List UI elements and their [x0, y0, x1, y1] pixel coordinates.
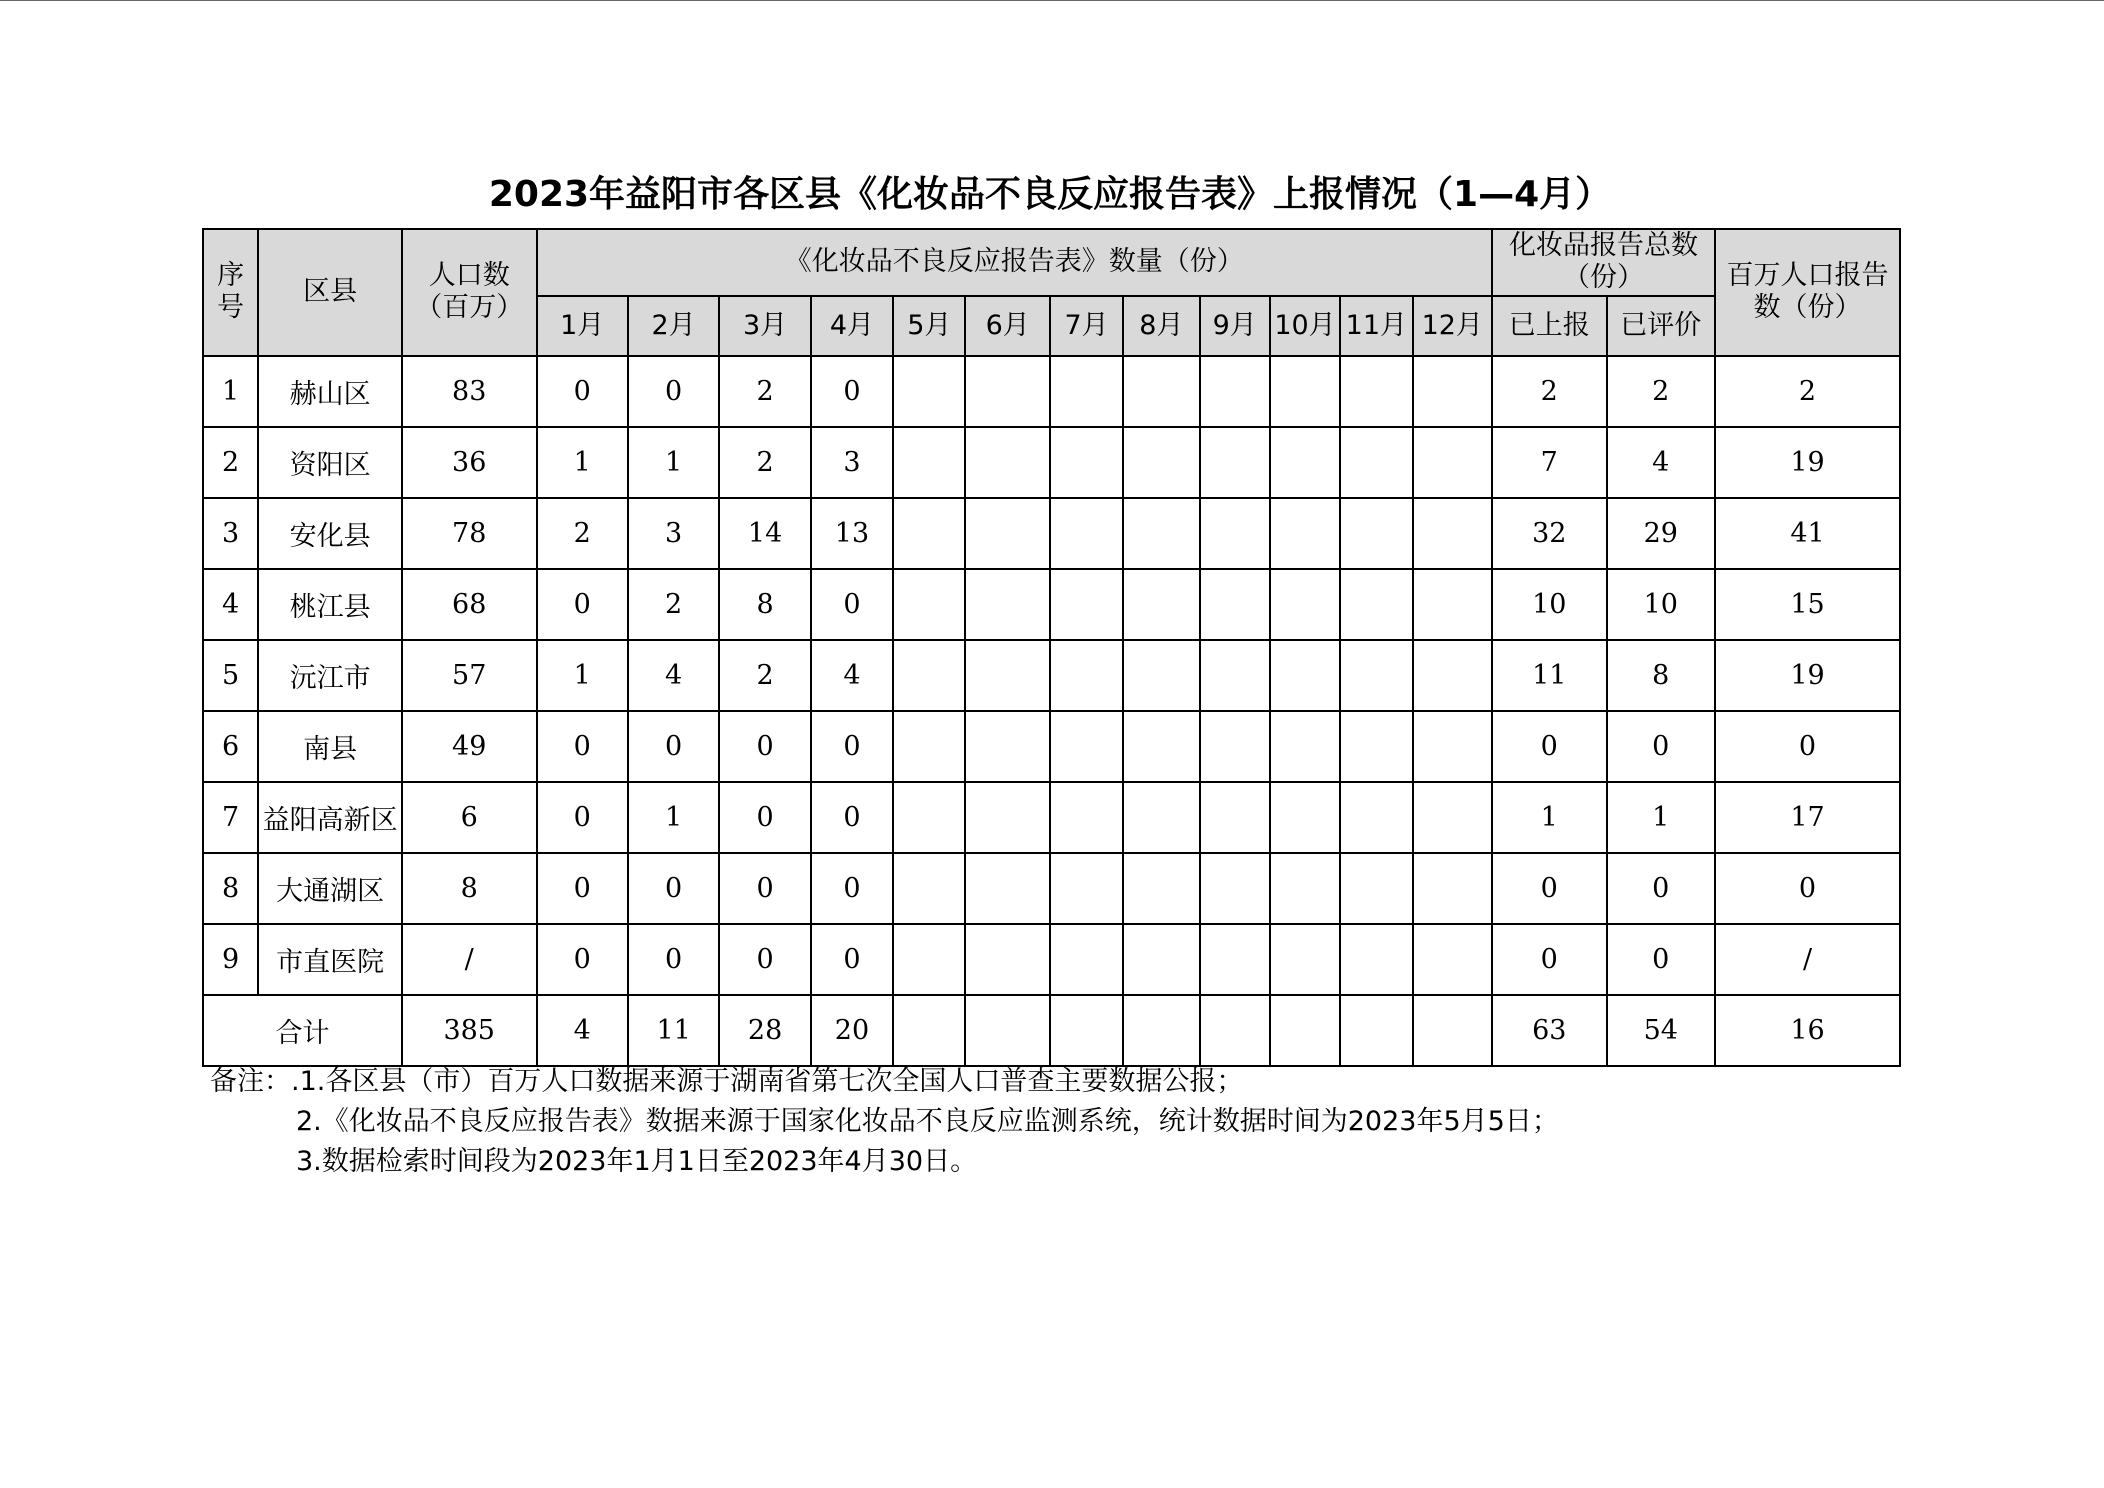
month-cell [965, 853, 1049, 924]
note-line-2: 2.《化妆品不良反应报告表》数据来源于国家化妆品不良反应监测系统，统计数据时间为2023年5月5日； [296, 1106, 1559, 1137]
reported-cell: 7 [1492, 427, 1607, 498]
reported-cell: 2 [1492, 356, 1607, 427]
per-million-cell: 15 [1715, 569, 1900, 640]
total-month-cell [1123, 995, 1199, 1066]
evaluated-cell: 2 [1607, 356, 1716, 427]
population-cell: / [402, 924, 537, 995]
month-cell [1270, 853, 1340, 924]
header-month: 9月 [1200, 296, 1270, 356]
month-cell [1413, 427, 1492, 498]
month-cell: 0 [537, 782, 628, 853]
month-cell: 0 [811, 924, 893, 995]
population-cell: 36 [402, 427, 537, 498]
header-month: 5月 [893, 296, 965, 356]
month-cell [1200, 640, 1270, 711]
month-cell: 4 [628, 640, 719, 711]
table-row [203, 924, 1900, 995]
month-cell: 0 [811, 356, 893, 427]
month-cell [1123, 924, 1199, 995]
month-cell [965, 924, 1049, 995]
month-cell [893, 853, 965, 924]
seq-cell: 6 [203, 711, 258, 782]
header-seq: 序号 [203, 229, 258, 356]
month-cell: 4 [811, 640, 893, 711]
month-cell [893, 782, 965, 853]
month-cell [1413, 640, 1492, 711]
month-cell: 0 [811, 782, 893, 853]
month-cell: 0 [628, 711, 719, 782]
table-row [203, 853, 1900, 924]
header-month: 8月 [1123, 296, 1199, 356]
table-row [203, 427, 1900, 498]
district-cell: 赫山区 [258, 356, 402, 427]
month-cell: 8 [719, 569, 810, 640]
month-cell [1413, 924, 1492, 995]
header-row-1 [203, 229, 1900, 296]
month-cell: 1 [537, 640, 628, 711]
month-cell: 13 [811, 498, 893, 569]
page-top-rule [0, 0, 2104, 1]
month-cell: 0 [719, 924, 810, 995]
month-cell [965, 782, 1049, 853]
seq-cell: 3 [203, 498, 258, 569]
table-row [203, 356, 1900, 427]
month-cell [1123, 569, 1199, 640]
month-cell: 3 [811, 427, 893, 498]
month-cell [893, 711, 965, 782]
population-cell: 83 [402, 356, 537, 427]
month-cell [1050, 356, 1123, 427]
month-cell [1270, 782, 1340, 853]
month-cell: 0 [628, 924, 719, 995]
month-cell [893, 498, 965, 569]
month-cell: 0 [811, 711, 893, 782]
month-cell [893, 924, 965, 995]
reported-cell: 10 [1492, 569, 1607, 640]
month-cell: 14 [719, 498, 810, 569]
table-row [203, 498, 1900, 569]
month-cell [1200, 924, 1270, 995]
per-million-cell: 17 [1715, 782, 1900, 853]
month-cell [965, 640, 1049, 711]
total-row [203, 995, 1900, 1066]
month-cell [1050, 782, 1123, 853]
population-cell: 68 [402, 569, 537, 640]
total-month-cell: 20 [811, 995, 893, 1066]
month-cell: 1 [537, 427, 628, 498]
month-cell [1200, 711, 1270, 782]
evaluated-cell: 10 [1607, 569, 1716, 640]
month-cell [1340, 853, 1412, 924]
district-cell: 桃江县 [258, 569, 402, 640]
month-cell: 0 [537, 356, 628, 427]
month-cell [965, 498, 1049, 569]
month-cell [1050, 498, 1123, 569]
district-cell: 市直医院 [258, 924, 402, 995]
per-million-cell: 0 [1715, 853, 1900, 924]
table-row [203, 569, 1900, 640]
table-row [203, 782, 1900, 853]
evaluated-cell: 0 [1607, 711, 1716, 782]
month-cell [1270, 924, 1340, 995]
month-cell: 0 [719, 782, 810, 853]
district-cell: 安化县 [258, 498, 402, 569]
month-cell [1270, 356, 1340, 427]
total-reported-cell: 63 [1492, 995, 1607, 1066]
month-cell [1200, 427, 1270, 498]
per-million-cell: 19 [1715, 427, 1900, 498]
district-cell: 南县 [258, 711, 402, 782]
seq-cell: 7 [203, 782, 258, 853]
total-month-cell: 28 [719, 995, 810, 1066]
seq-cell: 8 [203, 853, 258, 924]
month-cell [1050, 427, 1123, 498]
district-cell: 益阳高新区 [258, 782, 402, 853]
month-cell [1413, 782, 1492, 853]
month-cell: 2 [628, 569, 719, 640]
per-million-cell: 0 [1715, 711, 1900, 782]
header-evaluated: 已评价 [1607, 296, 1716, 356]
month-cell [1413, 569, 1492, 640]
reported-cell: 0 [1492, 924, 1607, 995]
note-line-1: 备注：.1.各区县（市）百万人口数据来源于湖南省第七次全国人口普查主要数据公报； [210, 1066, 1244, 1097]
month-cell [1340, 782, 1412, 853]
month-cell: 1 [628, 782, 719, 853]
seq-cell: 2 [203, 427, 258, 498]
month-cell [1123, 853, 1199, 924]
month-cell [1200, 356, 1270, 427]
month-cell [965, 356, 1049, 427]
month-cell [1340, 924, 1412, 995]
header-district: 区县 [258, 229, 402, 356]
seq-cell: 5 [203, 640, 258, 711]
month-cell [965, 427, 1049, 498]
header-month: 4月 [811, 296, 893, 356]
header-population: 人口数（百万） [402, 229, 537, 356]
total-month-cell [1050, 995, 1123, 1066]
header-per-million: 百万人口报告数（份） [1715, 229, 1900, 356]
evaluated-cell: 29 [1607, 498, 1716, 569]
per-million-cell: / [1715, 924, 1900, 995]
month-cell [1340, 640, 1412, 711]
total-population-cell: 385 [402, 995, 537, 1066]
district-cell: 大通湖区 [258, 853, 402, 924]
population-cell: 6 [402, 782, 537, 853]
report-table [202, 228, 1901, 1067]
header-total-group: 化妆品报告总数（份） [1492, 229, 1715, 296]
month-cell [1413, 853, 1492, 924]
seq-cell: 4 [203, 569, 258, 640]
table-row [203, 711, 1900, 782]
month-cell [1340, 356, 1412, 427]
header-month: 11月 [1340, 296, 1412, 356]
month-cell: 2 [537, 498, 628, 569]
evaluated-cell: 0 [1607, 924, 1716, 995]
month-cell [1050, 569, 1123, 640]
month-cell [1123, 711, 1199, 782]
month-cell [1413, 356, 1492, 427]
total-label: 合计 [203, 995, 402, 1066]
page-title: 2023年益阳市各区县《化妆品不良反应报告表》上报情况（1—4月） [488, 174, 1612, 215]
month-cell [1200, 569, 1270, 640]
month-cell [1200, 782, 1270, 853]
month-cell [1050, 853, 1123, 924]
month-cell [1270, 640, 1340, 711]
month-cell [1200, 853, 1270, 924]
header-month: 10月 [1270, 296, 1340, 356]
total-month-cell [1200, 995, 1270, 1066]
month-cell [1123, 498, 1199, 569]
population-cell: 8 [402, 853, 537, 924]
total-per-million-cell: 16 [1715, 995, 1900, 1066]
month-cell: 0 [628, 853, 719, 924]
month-cell [1340, 569, 1412, 640]
month-cell [893, 640, 965, 711]
month-cell [1123, 782, 1199, 853]
month-cell: 2 [719, 640, 810, 711]
month-cell [1413, 498, 1492, 569]
total-month-cell [893, 995, 965, 1066]
month-cell [965, 569, 1049, 640]
month-cell: 0 [719, 711, 810, 782]
month-cell: 0 [537, 711, 628, 782]
total-month-cell [1270, 995, 1340, 1066]
month-cell [893, 569, 965, 640]
note-line-3: 3.数据检索时间段为2023年1月1日至2023年4月30日。 [296, 1146, 978, 1177]
reported-cell: 11 [1492, 640, 1607, 711]
month-cell [1270, 569, 1340, 640]
population-cell: 49 [402, 711, 537, 782]
total-month-cell: 11 [628, 995, 719, 1066]
month-cell: 0 [811, 853, 893, 924]
header-monthly-group: 《化妆品不良反应报告表》数量（份） [537, 229, 1492, 296]
month-cell: 0 [719, 853, 810, 924]
total-month-cell: 4 [537, 995, 628, 1066]
month-cell [1340, 498, 1412, 569]
total-month-cell [1413, 995, 1492, 1066]
evaluated-cell: 0 [1607, 853, 1716, 924]
evaluated-cell: 4 [1607, 427, 1716, 498]
district-cell: 沅江市 [258, 640, 402, 711]
month-cell: 0 [537, 924, 628, 995]
month-cell [893, 356, 965, 427]
per-million-cell: 41 [1715, 498, 1900, 569]
month-cell: 2 [719, 356, 810, 427]
reported-cell: 32 [1492, 498, 1607, 569]
population-cell: 57 [402, 640, 537, 711]
month-cell [1340, 427, 1412, 498]
month-cell [1050, 711, 1123, 782]
per-million-cell: 19 [1715, 640, 1900, 711]
month-cell [1270, 427, 1340, 498]
month-cell: 3 [628, 498, 719, 569]
month-cell [1413, 711, 1492, 782]
month-cell [1270, 711, 1340, 782]
header-month: 2月 [628, 296, 719, 356]
header-reported: 已上报 [1492, 296, 1607, 356]
evaluated-cell: 8 [1607, 640, 1716, 711]
table-body [203, 356, 1900, 1066]
table-row [203, 640, 1900, 711]
per-million-cell: 2 [1715, 356, 1900, 427]
month-cell [1050, 924, 1123, 995]
month-cell [1050, 640, 1123, 711]
reported-cell: 0 [1492, 711, 1607, 782]
month-cell [1123, 640, 1199, 711]
seq-cell: 9 [203, 924, 258, 995]
month-cell [1200, 498, 1270, 569]
month-cell: 2 [719, 427, 810, 498]
month-cell: 1 [628, 427, 719, 498]
month-cell [1270, 498, 1340, 569]
month-cell [1340, 711, 1412, 782]
month-cell [1123, 427, 1199, 498]
total-month-cell [1340, 995, 1412, 1066]
month-cell: 0 [537, 569, 628, 640]
month-cell [893, 427, 965, 498]
header-month: 1月 [537, 296, 628, 356]
evaluated-cell: 1 [1607, 782, 1716, 853]
total-month-cell [965, 995, 1049, 1066]
notes [210, 1062, 1559, 1182]
header-month: 6月 [965, 296, 1049, 356]
header-month: 12月 [1413, 296, 1492, 356]
month-cell: 0 [811, 569, 893, 640]
population-cell: 78 [402, 498, 537, 569]
header-month: 7月 [1050, 296, 1123, 356]
reported-cell: 1 [1492, 782, 1607, 853]
month-cell [1123, 356, 1199, 427]
reported-cell: 0 [1492, 853, 1607, 924]
month-cell [965, 711, 1049, 782]
month-cell: 0 [628, 356, 719, 427]
month-cell: 0 [537, 853, 628, 924]
district-cell: 资阳区 [258, 427, 402, 498]
total-evaluated-cell: 54 [1607, 995, 1716, 1066]
seq-cell: 1 [203, 356, 258, 427]
header-month: 3月 [719, 296, 810, 356]
